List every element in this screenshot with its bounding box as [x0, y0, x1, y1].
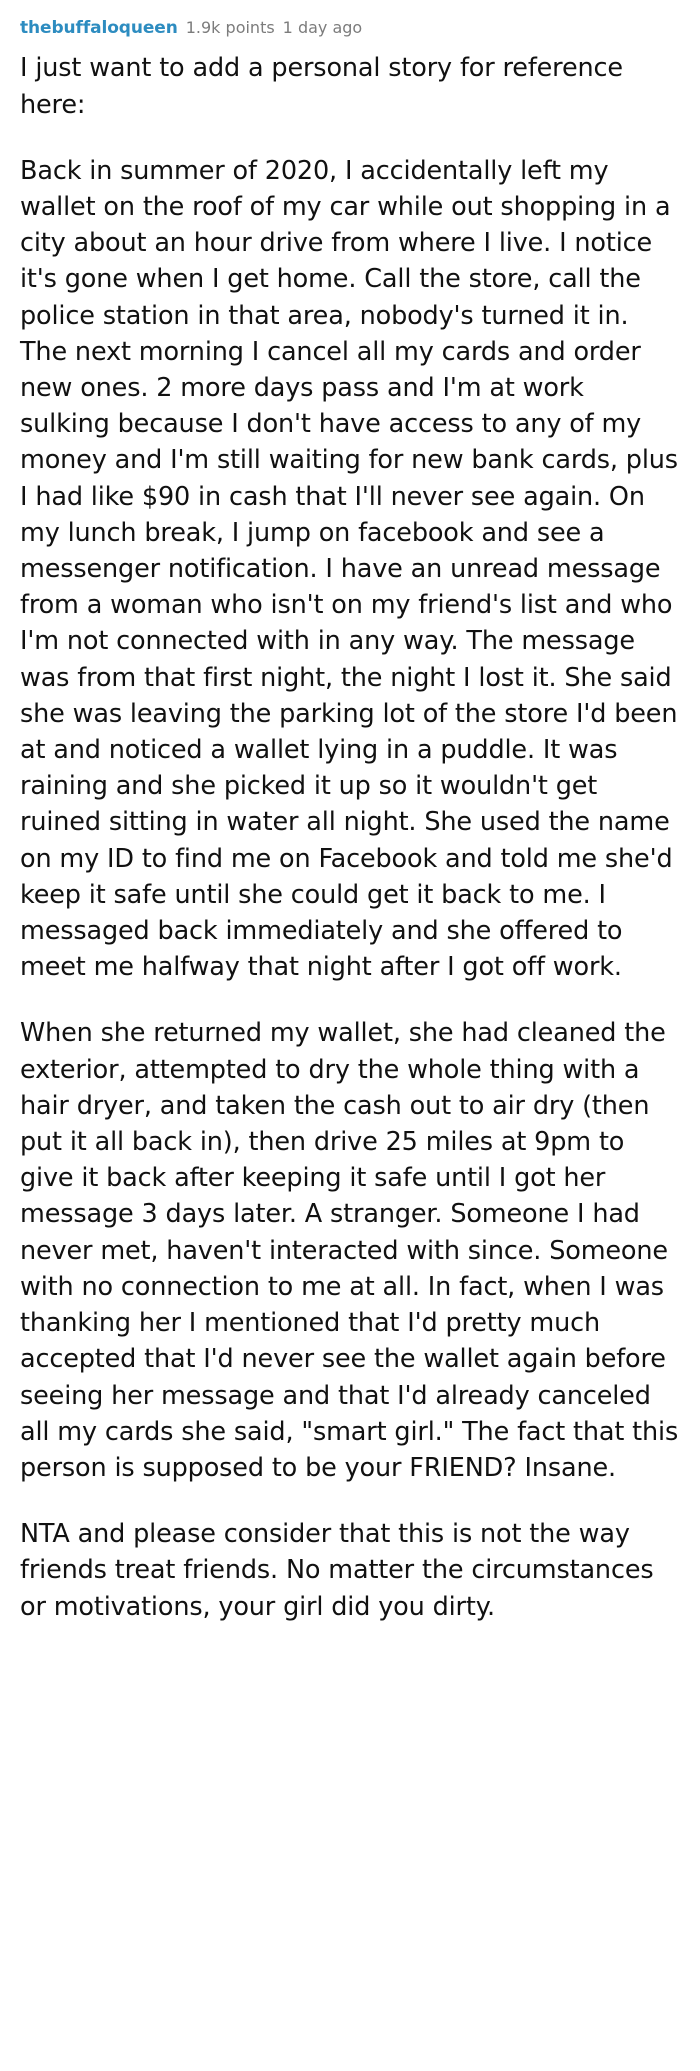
- comment-paragraph: Back in summer of 2020, I accidentally left my wallet on the roof of my car while out shopping in a city about an hour drive from where I live. I notice it's gone when I get home. Call the store, call the police station in that area, nobody's turned it in. The next morning I cancel all my cards and order new ones. 2 more days pass and I'm at work sulking because I don't have access to any of my money and I'm still waiting for new bank cards, plus I had like $90 in cash that I'll never see again. On my lunch break, I jump on facebook and see a messenger notification. I have an unread message from a woman who isn't on my friend's list and who I'm not connected with in any way. The message was from that first night, the night I lost it. She said she was leaving the parking lot of the store I'd been at and noticed a wallet lying in a puddle. It was raining and she picked it up so it wouldn't get ruined sitting in water all night. She used the name on my ID to find me on Facebook and told me she'd keep it safe until she could get it back to me. I messaged back immediately and she offered to meet me halfway that night after I got off work.: [20, 155, 678, 983]
- comment-meta: [20, 18, 680, 38]
- comment-timestamp: 1 day ago: [282, 18, 363, 37]
- comment-paragraph: When she returned my wallet, she had cleaned the exterior, attempted to dry the whole thing with a hair dryer, and taken the cash out to air dry (then put it all back in), then drive 25 miles at 9pm to give it back after keeping it safe until I got her message 3 days later. A stranger. Someone I had never met, haven't interacted with since. Someone with no connection to me at all. In fact, when I was thanking her I mentioned that I'd pretty much accepted that I'd never see the wallet again before seeing her message and that I'd already canceled all my cards she said, "smart girl." The fact that this person is supposed to be your FRIEND? Insane.: [20, 1018, 679, 1483]
- comment-paragraph: NTA and please consider that this is not the way friends treat friends. No matter the circumstances or motivations, your girl did you dirty.: [20, 1519, 654, 1622]
- comment-body: [20, 50, 680, 1624]
- comment-paragraph: I just want to add a personal story for reference here:: [20, 53, 623, 120]
- comment-points: 1.9k points: [185, 18, 275, 37]
- comment-author[interactable]: thebuffaloqueen: [20, 18, 178, 38]
